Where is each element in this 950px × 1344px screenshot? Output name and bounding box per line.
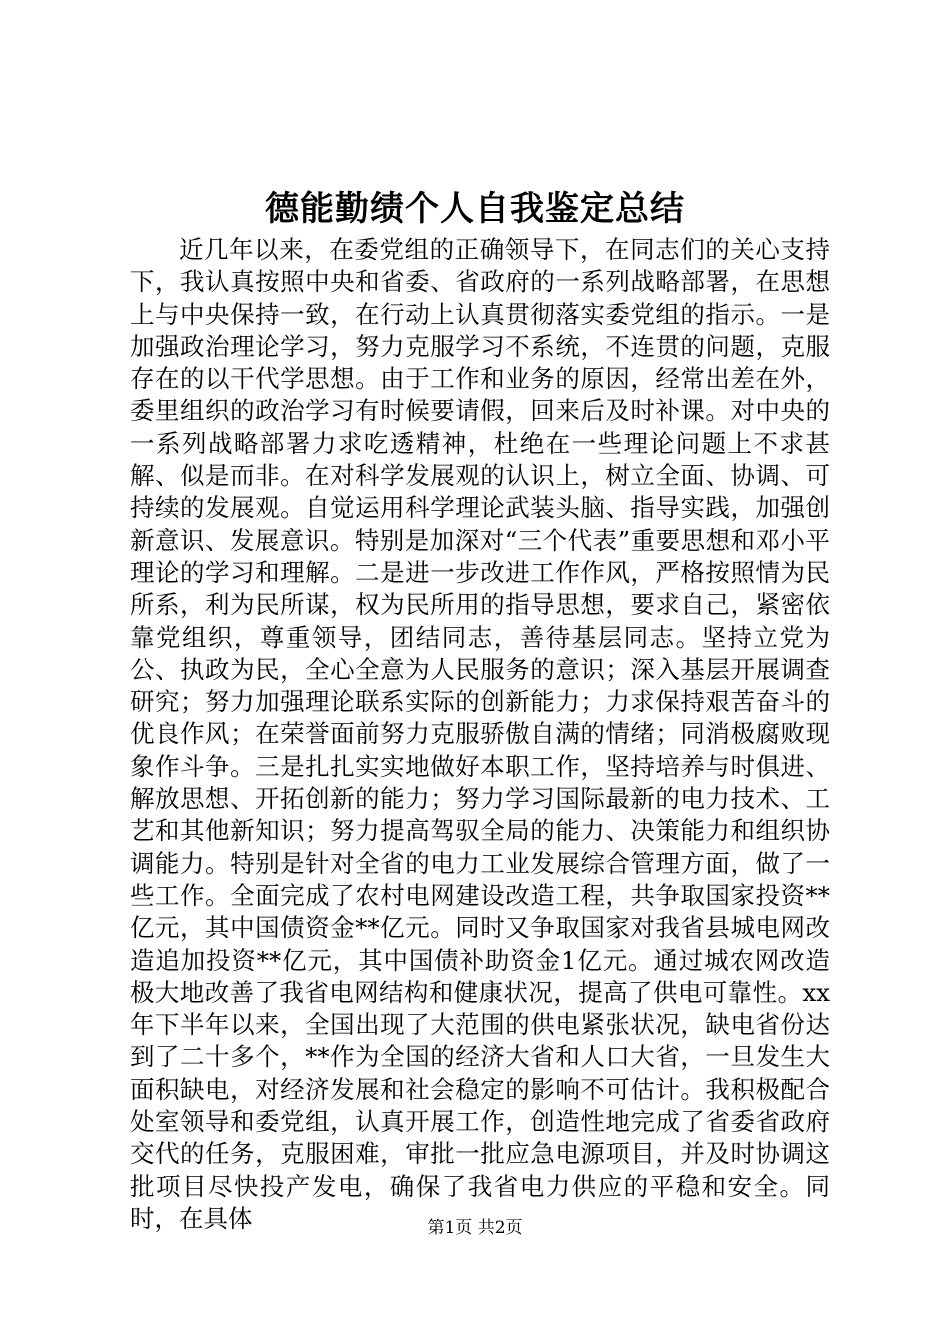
document-title: 德能勤绩个人自我鉴定总结 (265, 189, 685, 229)
document-body-paragraph: 近几年以来，在委党组的正确领导下，在同志们的关心支持下，我认真按照中央和省委、省政府的一系列战略部署，在思想上与中央保持一致，在行动上认真贯彻落实委党组的指示。一是加强政治理论学习，努力克服学习不系统，不连贯的问题，克服存在的以干代学思想。由于工作和业务的原因，经常出差在外，委里组织的政治学习有时候要请假，回来后及时补课。对中央的一系列战略部署力求吃透精神，杜绝在一些理论问题上不求甚解、似是而非。在对科学发展观的认识上，树立全面、协调、可持续的发展观。自觉运用科学理论武装头脑、指导实践，加强创新意识、发展意识。特别是加深对“三个代表”重要思想和邓小平理论的学习和理解。二是进一步改进工作作风，严格按照情为民所系，利为民所谋，权为民所用的指导思想，要求自己，紧密依靠党组织，尊重领导，团结同志，善待基层同志。坚持立党为公、执政为民，全心全意为人民服务的意识；深入基层开展调查研究；努力加强理论联系实际的创新能力；力求保持艰苦奋斗的优良作风；在荣誉面前努力克服骄傲自满的情绪；同消极腐败现象作斗争。三是扎扎实实地做好本职工作，坚持培养与时俱进、解放思想、开拓创新的能力；努力学习国际最新的电力技术、工艺和其他新知识；努力提高驾驭全局的能力、决策能力和组织协调能力。特别是针对全省的电力工业发展综合管理方面，做了一些工作。全面完成了农村电网建设改造工程，共争取国家投资**亿元，其中国债资金**亿元。同时又争取国家对我省县城电网改造追加投资**亿元，其中国债补助资金1亿元。通过城农网改造极大地改善了我省电网结构和健康状况，提高了供电可靠性。xx年下半年以来，全国出现了大范围的供电紧张状况，缺电省份达到了二十多个，**作为全国的经济大省和人口大省，一旦发生大面积缺电，对经济发展和社会稳定的影响不可估计。我积极配合处室领导和委党组，认真开展工作，创造性地完成了省委省政府交代的任务，克服困难，审批一批应急电源项目，并及时协调这批项目尽快投产发电，确保了我省电力供应的平稳和安全。同时，在具体 (130, 235, 830, 1233)
page-number-footer: 第1页 共2页 (427, 1218, 523, 1238)
